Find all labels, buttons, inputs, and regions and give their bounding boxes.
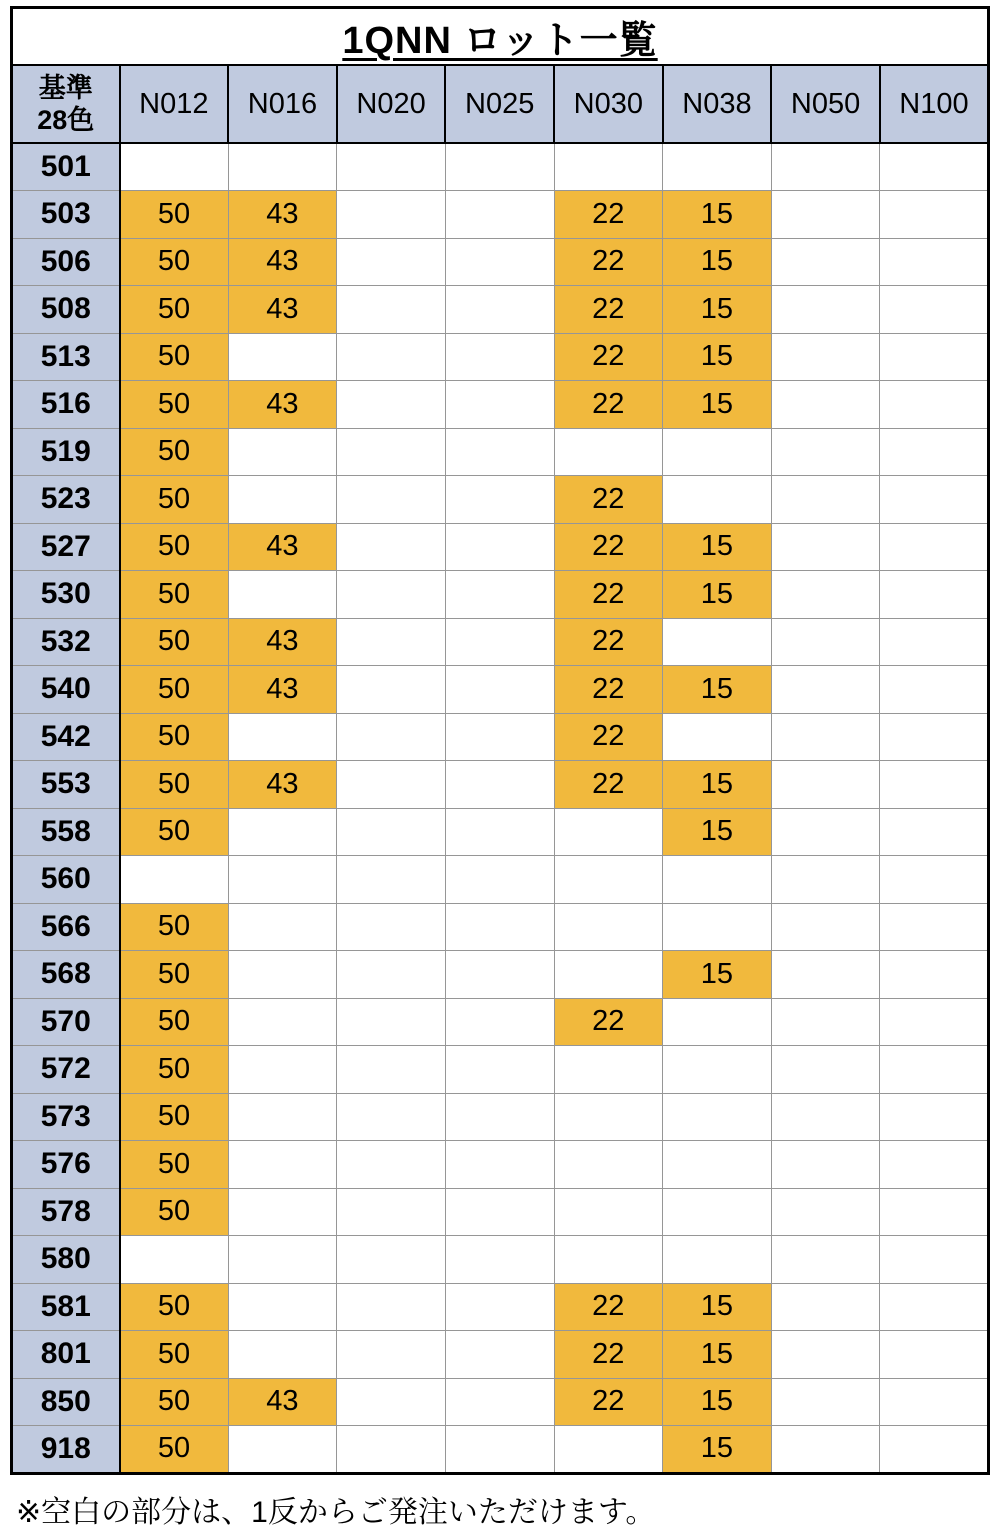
table-row-532 — [12, 618, 989, 666]
lot-cell-801-N050 — [771, 1331, 880, 1379]
lot-cell-578-N050 — [771, 1188, 880, 1236]
lot-cell-560-N012 — [120, 856, 229, 904]
column-header-N025: N025 — [445, 65, 554, 143]
lot-cell-523-N016 — [228, 476, 337, 524]
lot-cell-501-N100 — [880, 143, 989, 191]
lot-cell-532-N030: 22 — [554, 618, 663, 666]
lot-cell-558-N030 — [554, 808, 663, 856]
lot-cell-576-N038 — [663, 1141, 772, 1189]
lot-cell-542-N050 — [771, 713, 880, 761]
lot-cell-568-N050 — [771, 951, 880, 999]
lot-cell-519-N020 — [337, 428, 446, 476]
lot-cell-918-N050 — [771, 1426, 880, 1474]
lot-cell-918-N038: 15 — [663, 1426, 772, 1474]
column-header-N016: N016 — [228, 65, 337, 143]
lot-cell-503-N012: 50 — [120, 191, 229, 239]
lot-cell-516-N020 — [337, 381, 446, 429]
lot-cell-570-N038 — [663, 998, 772, 1046]
lot-cell-578-N016 — [228, 1188, 337, 1236]
lot-cell-553-N050 — [771, 761, 880, 809]
lot-cell-918-N012: 50 — [120, 1426, 229, 1474]
lot-cell-532-N100 — [880, 618, 989, 666]
lot-cell-516-N012: 50 — [120, 381, 229, 429]
lot-cell-568-N016 — [228, 951, 337, 999]
row-label-553: 553 — [12, 761, 120, 809]
lot-cell-542-N100 — [880, 713, 989, 761]
lot-cell-527-N016: 43 — [228, 523, 337, 571]
lot-cell-530-N030: 22 — [554, 571, 663, 619]
lot-cell-523-N030: 22 — [554, 476, 663, 524]
lot-cell-540-N012: 50 — [120, 666, 229, 714]
lot-cell-570-N025 — [445, 998, 554, 1046]
lot-cell-581-N020 — [337, 1283, 446, 1331]
table-row-506 — [12, 238, 989, 286]
lot-cell-918-N030 — [554, 1426, 663, 1474]
row-label-580: 580 — [12, 1236, 120, 1284]
lot-cell-566-N050 — [771, 903, 880, 951]
lot-cell-532-N050 — [771, 618, 880, 666]
lot-cell-578-N020 — [337, 1188, 446, 1236]
lot-cell-523-N025 — [445, 476, 554, 524]
lot-cell-558-N050 — [771, 808, 880, 856]
lot-cell-513-N025 — [445, 333, 554, 381]
lot-cell-530-N025 — [445, 571, 554, 619]
lot-cell-508-N016: 43 — [228, 286, 337, 334]
table-row-918 — [12, 1426, 989, 1474]
lot-cell-580-N012 — [120, 1236, 229, 1284]
row-label-572: 572 — [12, 1046, 120, 1094]
lot-cell-503-N016: 43 — [228, 191, 337, 239]
table-row-527 — [12, 523, 989, 571]
row-label-527: 527 — [12, 523, 120, 571]
lot-cell-576-N025 — [445, 1141, 554, 1189]
column-header-N100: N100 — [880, 65, 989, 143]
lot-cell-560-N025 — [445, 856, 554, 904]
lot-cell-560-N016 — [228, 856, 337, 904]
column-header-N050: N050 — [771, 65, 880, 143]
row-label-513: 513 — [12, 333, 120, 381]
lot-cell-560-N100 — [880, 856, 989, 904]
lot-cell-578-N012: 50 — [120, 1188, 229, 1236]
lot-cell-570-N050 — [771, 998, 880, 1046]
lot-cell-527-N038: 15 — [663, 523, 772, 571]
lot-cell-506-N050 — [771, 238, 880, 286]
table-row-568 — [12, 951, 989, 999]
lot-cell-530-N020 — [337, 571, 446, 619]
page-title — [12, 8, 989, 66]
table-row-540 — [12, 666, 989, 714]
lot-cell-572-N016 — [228, 1046, 337, 1094]
lot-cell-801-N020 — [337, 1331, 446, 1379]
column-header-N020: N020 — [337, 65, 446, 143]
lot-cell-566-N025 — [445, 903, 554, 951]
lot-cell-503-N030: 22 — [554, 191, 663, 239]
lot-cell-558-N100 — [880, 808, 989, 856]
lot-cell-573-N038 — [663, 1093, 772, 1141]
row-label-560: 560 — [12, 856, 120, 904]
lot-cell-508-N025 — [445, 286, 554, 334]
column-header-row — [12, 65, 989, 143]
lot-cell-513-N100 — [880, 333, 989, 381]
lot-cell-566-N030 — [554, 903, 663, 951]
lot-cell-576-N016 — [228, 1141, 337, 1189]
lot-cell-523-N100 — [880, 476, 989, 524]
table-row-573 — [12, 1093, 989, 1141]
lot-cell-581-N100 — [880, 1283, 989, 1331]
lot-cell-542-N025 — [445, 713, 554, 761]
lot-cell-850-N030: 22 — [554, 1378, 663, 1426]
lot-cell-578-N030 — [554, 1188, 663, 1236]
lot-cell-513-N020 — [337, 333, 446, 381]
lot-cell-503-N038: 15 — [663, 191, 772, 239]
lot-cell-532-N016: 43 — [228, 618, 337, 666]
lot-cell-570-N016 — [228, 998, 337, 1046]
table-row-572 — [12, 1046, 989, 1094]
table-row-566 — [12, 903, 989, 951]
lot-cell-513-N050 — [771, 333, 880, 381]
table-row-570 — [12, 998, 989, 1046]
lot-cell-516-N016: 43 — [228, 381, 337, 429]
corner-header — [12, 65, 120, 143]
lot-cell-540-N025 — [445, 666, 554, 714]
lot-cell-553-N012: 50 — [120, 761, 229, 809]
lot-cell-519-N030 — [554, 428, 663, 476]
lot-cell-516-N050 — [771, 381, 880, 429]
lot-cell-572-N020 — [337, 1046, 446, 1094]
lot-cell-530-N012: 50 — [120, 571, 229, 619]
page-title-text: 1QNN ロット一覧 — [342, 20, 658, 62]
lot-cell-532-N025 — [445, 618, 554, 666]
table-row-519 — [12, 428, 989, 476]
lot-cell-540-N016: 43 — [228, 666, 337, 714]
lot-cell-542-N016 — [228, 713, 337, 761]
table-row-801 — [12, 1331, 989, 1379]
lot-cell-501-N012 — [120, 143, 229, 191]
lot-cell-527-N025 — [445, 523, 554, 571]
corner-header-line: 基準 — [38, 72, 93, 103]
lot-cell-553-N020 — [337, 761, 446, 809]
lot-cell-527-N050 — [771, 523, 880, 571]
lot-cell-508-N030: 22 — [554, 286, 663, 334]
lot-cell-516-N038: 15 — [663, 381, 772, 429]
lot-cell-553-N025 — [445, 761, 554, 809]
row-label-523: 523 — [12, 476, 120, 524]
lot-cell-572-N025 — [445, 1046, 554, 1094]
lot-cell-553-N038: 15 — [663, 761, 772, 809]
lot-cell-580-N038 — [663, 1236, 772, 1284]
lot-cell-558-N012: 50 — [120, 808, 229, 856]
lot-cell-580-N030 — [554, 1236, 663, 1284]
table-row-578 — [12, 1188, 989, 1236]
lot-cell-530-N038: 15 — [663, 571, 772, 619]
lot-cell-576-N050 — [771, 1141, 880, 1189]
lot-cell-580-N025 — [445, 1236, 554, 1284]
lot-cell-558-N020 — [337, 808, 446, 856]
row-label-566: 566 — [12, 903, 120, 951]
table-row-501 — [12, 143, 989, 191]
lot-cell-503-N020 — [337, 191, 446, 239]
lot-cell-542-N030: 22 — [554, 713, 663, 761]
row-label-542: 542 — [12, 713, 120, 761]
corner-header-line: 28色 — [37, 105, 95, 135]
lot-cell-801-N025 — [445, 1331, 554, 1379]
lot-cell-580-N016 — [228, 1236, 337, 1284]
lot-cell-581-N030: 22 — [554, 1283, 663, 1331]
table-row-542 — [12, 713, 989, 761]
lot-cell-503-N050 — [771, 191, 880, 239]
lot-cell-503-N025 — [445, 191, 554, 239]
table-row-576 — [12, 1141, 989, 1189]
table-row-516 — [12, 381, 989, 429]
lot-cell-568-N020 — [337, 951, 446, 999]
row-label-570: 570 — [12, 998, 120, 1046]
lot-cell-566-N016 — [228, 903, 337, 951]
lot-cell-578-N025 — [445, 1188, 554, 1236]
row-label-573: 573 — [12, 1093, 120, 1141]
lot-cell-553-N016: 43 — [228, 761, 337, 809]
lot-cell-530-N050 — [771, 571, 880, 619]
lot-cell-506-N025 — [445, 238, 554, 286]
lot-cell-568-N038: 15 — [663, 951, 772, 999]
row-label-850: 850 — [12, 1378, 120, 1426]
lot-cell-801-N012: 50 — [120, 1331, 229, 1379]
lot-cell-581-N050 — [771, 1283, 880, 1331]
lot-cell-506-N038: 15 — [663, 238, 772, 286]
lot-cell-513-N038: 15 — [663, 333, 772, 381]
lot-cell-581-N025 — [445, 1283, 554, 1331]
lot-cell-506-N100 — [880, 238, 989, 286]
lot-cell-523-N020 — [337, 476, 446, 524]
lot-cell-516-N100 — [880, 381, 989, 429]
lot-cell-542-N020 — [337, 713, 446, 761]
lot-cell-527-N020 — [337, 523, 446, 571]
lot-cell-540-N038: 15 — [663, 666, 772, 714]
table-row-581 — [12, 1283, 989, 1331]
lot-cell-519-N050 — [771, 428, 880, 476]
lot-cell-850-N038: 15 — [663, 1378, 772, 1426]
lot-cell-850-N016: 43 — [228, 1378, 337, 1426]
table-row-503 — [12, 191, 989, 239]
lot-cell-540-N020 — [337, 666, 446, 714]
lot-cell-566-N100 — [880, 903, 989, 951]
lot-cell-578-N038 — [663, 1188, 772, 1236]
lot-cell-523-N050 — [771, 476, 880, 524]
lot-cell-568-N025 — [445, 951, 554, 999]
lot-cell-508-N100 — [880, 286, 989, 334]
lot-cell-519-N012: 50 — [120, 428, 229, 476]
lot-cell-513-N030: 22 — [554, 333, 663, 381]
lot-cell-576-N100 — [880, 1141, 989, 1189]
lot-cell-568-N100 — [880, 951, 989, 999]
lot-cell-501-N025 — [445, 143, 554, 191]
lot-cell-572-N050 — [771, 1046, 880, 1094]
lot-cell-516-N030: 22 — [554, 381, 663, 429]
lot-cell-573-N025 — [445, 1093, 554, 1141]
lot-cell-523-N012: 50 — [120, 476, 229, 524]
row-label-519: 519 — [12, 428, 120, 476]
lot-cell-501-N050 — [771, 143, 880, 191]
lot-cell-513-N016 — [228, 333, 337, 381]
lot-cell-580-N020 — [337, 1236, 446, 1284]
lot-cell-801-N038: 15 — [663, 1331, 772, 1379]
row-label-918: 918 — [12, 1426, 120, 1474]
row-label-503: 503 — [12, 191, 120, 239]
lot-cell-570-N012: 50 — [120, 998, 229, 1046]
lot-cell-566-N038 — [663, 903, 772, 951]
lot-cell-523-N038 — [663, 476, 772, 524]
lot-cell-532-N012: 50 — [120, 618, 229, 666]
table-row-560 — [12, 856, 989, 904]
table-row-523 — [12, 476, 989, 524]
lot-cell-530-N100 — [880, 571, 989, 619]
lot-cell-527-N100 — [880, 523, 989, 571]
row-label-501: 501 — [12, 143, 120, 191]
row-label-516: 516 — [12, 381, 120, 429]
footer-note: ※空白の部分は、1反からご発注いただけます。 — [16, 1495, 656, 1529]
lot-cell-542-N012: 50 — [120, 713, 229, 761]
lot-cell-850-N020 — [337, 1378, 446, 1426]
lot-cell-578-N100 — [880, 1188, 989, 1236]
lot-cell-801-N016 — [228, 1331, 337, 1379]
lot-cell-573-N050 — [771, 1093, 880, 1141]
lot-cell-576-N030 — [554, 1141, 663, 1189]
row-label-508: 508 — [12, 286, 120, 334]
lot-cell-572-N100 — [880, 1046, 989, 1094]
lot-cell-560-N020 — [337, 856, 446, 904]
column-header-N030: N030 — [554, 65, 663, 143]
lot-cell-918-N016 — [228, 1426, 337, 1474]
lot-cell-850-N025 — [445, 1378, 554, 1426]
row-label-530: 530 — [12, 571, 120, 619]
lot-cell-560-N050 — [771, 856, 880, 904]
lot-cell-519-N016 — [228, 428, 337, 476]
title-row — [12, 8, 989, 66]
lot-cell-573-N030 — [554, 1093, 663, 1141]
lot-cell-560-N038 — [663, 856, 772, 904]
lot-cell-850-N100 — [880, 1378, 989, 1426]
lot-cell-503-N100 — [880, 191, 989, 239]
lot-cell-530-N016 — [228, 571, 337, 619]
row-label-532: 532 — [12, 618, 120, 666]
table-row-508 — [12, 286, 989, 334]
lot-cell-918-N020 — [337, 1426, 446, 1474]
lot-cell-532-N020 — [337, 618, 446, 666]
lot-cell-850-N012: 50 — [120, 1378, 229, 1426]
lot-cell-568-N030 — [554, 951, 663, 999]
lot-cell-519-N038 — [663, 428, 772, 476]
lot-cell-573-N016 — [228, 1093, 337, 1141]
lot-cell-570-N030: 22 — [554, 998, 663, 1046]
lot-cell-501-N038 — [663, 143, 772, 191]
lot-cell-513-N012: 50 — [120, 333, 229, 381]
lot-cell-501-N030 — [554, 143, 663, 191]
table-row-850 — [12, 1378, 989, 1426]
column-header-N012: N012 — [120, 65, 229, 143]
column-header-N038: N038 — [663, 65, 772, 143]
table-row-530 — [12, 571, 989, 619]
lot-cell-568-N012: 50 — [120, 951, 229, 999]
row-label-558: 558 — [12, 808, 120, 856]
table-row-580 — [12, 1236, 989, 1284]
row-label-581: 581 — [12, 1283, 120, 1331]
lot-cell-801-N030: 22 — [554, 1331, 663, 1379]
lot-cell-527-N012: 50 — [120, 523, 229, 571]
lot-cell-580-N100 — [880, 1236, 989, 1284]
lot-cell-542-N038 — [663, 713, 772, 761]
lot-cell-506-N020 — [337, 238, 446, 286]
lot-cell-506-N030: 22 — [554, 238, 663, 286]
lot-cell-501-N020 — [337, 143, 446, 191]
lot-cell-573-N012: 50 — [120, 1093, 229, 1141]
lot-cell-576-N020 — [337, 1141, 446, 1189]
lot-cell-580-N050 — [771, 1236, 880, 1284]
lot-cell-516-N025 — [445, 381, 554, 429]
lot-cell-570-N100 — [880, 998, 989, 1046]
lot-cell-850-N050 — [771, 1378, 880, 1426]
lot-cell-572-N030 — [554, 1046, 663, 1094]
lot-cell-558-N016 — [228, 808, 337, 856]
lot-cell-508-N038: 15 — [663, 286, 772, 334]
table-row-558 — [12, 808, 989, 856]
lot-cell-519-N025 — [445, 428, 554, 476]
lot-cell-540-N030: 22 — [554, 666, 663, 714]
lot-cell-570-N020 — [337, 998, 446, 1046]
lot-cell-508-N020 — [337, 286, 446, 334]
row-label-568: 568 — [12, 951, 120, 999]
lot-cell-801-N100 — [880, 1331, 989, 1379]
row-label-578: 578 — [12, 1188, 120, 1236]
lot-cell-506-N012: 50 — [120, 238, 229, 286]
lot-cell-532-N038 — [663, 618, 772, 666]
lot-cell-508-N050 — [771, 286, 880, 334]
lot-cell-501-N016 — [228, 143, 337, 191]
lot-cell-560-N030 — [554, 856, 663, 904]
row-label-506: 506 — [12, 238, 120, 286]
lot-cell-573-N020 — [337, 1093, 446, 1141]
lot-cell-581-N016 — [228, 1283, 337, 1331]
lot-cell-581-N038: 15 — [663, 1283, 772, 1331]
row-label-801: 801 — [12, 1331, 120, 1379]
lot-cell-581-N012: 50 — [120, 1283, 229, 1331]
lot-cell-553-N030: 22 — [554, 761, 663, 809]
lot-cell-519-N100 — [880, 428, 989, 476]
lot-cell-573-N100 — [880, 1093, 989, 1141]
lot-cell-527-N030: 22 — [554, 523, 663, 571]
lot-cell-566-N012: 50 — [120, 903, 229, 951]
lot-cell-566-N020 — [337, 903, 446, 951]
row-label-540: 540 — [12, 666, 120, 714]
lot-cell-506-N016: 43 — [228, 238, 337, 286]
table-row-553 — [12, 761, 989, 809]
lot-cell-558-N038: 15 — [663, 808, 772, 856]
lot-cell-572-N012: 50 — [120, 1046, 229, 1094]
lot-table — [10, 6, 990, 1475]
lot-cell-558-N025 — [445, 808, 554, 856]
lot-cell-553-N100 — [880, 761, 989, 809]
lot-cell-572-N038 — [663, 1046, 772, 1094]
row-label-576: 576 — [12, 1141, 120, 1189]
lot-cell-540-N050 — [771, 666, 880, 714]
lot-cell-540-N100 — [880, 666, 989, 714]
lot-cell-918-N025 — [445, 1426, 554, 1474]
table-row-513 — [12, 333, 989, 381]
lot-cell-508-N012: 50 — [120, 286, 229, 334]
lot-cell-576-N012: 50 — [120, 1141, 229, 1189]
lot-cell-918-N100 — [880, 1426, 989, 1474]
